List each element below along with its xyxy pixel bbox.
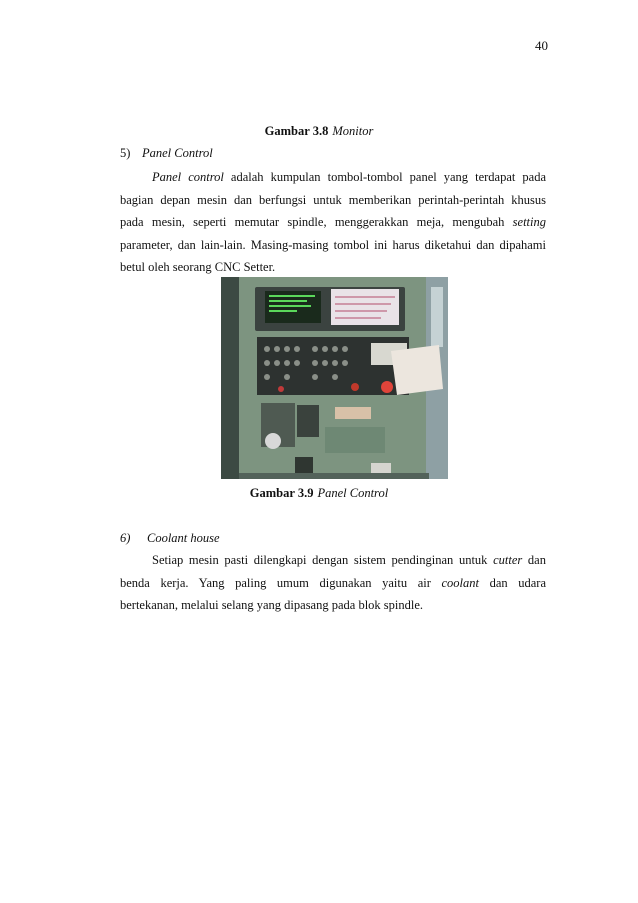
italic-term: cutter xyxy=(493,553,523,567)
paragraph-line xyxy=(120,594,546,617)
paragraph-line xyxy=(120,166,546,189)
paragraph-line xyxy=(120,189,546,212)
paragraph-line xyxy=(120,256,546,279)
line-text: bertekanan, melalui selang yang dipasang pada blok spindle. xyxy=(120,598,424,613)
section-title: Panel Control xyxy=(142,146,213,160)
line-text: Setiap mesin pasti dilengkapi dengan sistem pendinginan untuk xyxy=(152,553,494,567)
figure-title: Panel Control xyxy=(317,486,389,500)
page-number: 40 xyxy=(535,38,548,53)
figure-label: Gambar 3.8 xyxy=(264,124,329,138)
line-text: bagian depan mesin dan berfungsi untuk memberikan perintah-perintah khusus xyxy=(120,192,546,207)
section-title: Coolant house xyxy=(147,531,220,545)
section-number: 5) xyxy=(120,146,131,160)
line-text: pada mesin, seperti memutar spindle, menggerakkan meja, mengubah xyxy=(120,215,513,230)
section-heading-6 xyxy=(120,531,220,546)
line-text: dan xyxy=(522,553,546,567)
figure-title: Monitor xyxy=(332,124,374,138)
panel-control-image xyxy=(221,277,448,479)
italic-term: setting xyxy=(512,215,546,230)
section-number: 6) xyxy=(120,531,131,545)
italic-term: Panel control xyxy=(152,170,224,184)
figure-caption-3-8 xyxy=(0,124,638,139)
paragraph-line xyxy=(120,549,546,572)
paragraph-line xyxy=(120,234,546,257)
paragraph-coolant-house xyxy=(120,549,546,617)
section-heading-5 xyxy=(120,146,213,161)
line-text: dan udara xyxy=(479,575,546,590)
line-text: adalah kumpulan tombol-tombol panel yang terdapat pada xyxy=(223,170,547,184)
paragraph-line xyxy=(120,211,546,234)
italic-term: coolant xyxy=(441,575,479,590)
figure-label: Gambar 3.9 xyxy=(249,486,314,500)
figure-caption-3-9 xyxy=(0,486,638,501)
paragraph-line xyxy=(120,572,546,595)
line-text: parameter, dan lain-lain. Masing-masing tombol ini harus diketahui dan dipahami xyxy=(120,237,546,252)
paragraph-panel-control xyxy=(120,166,546,279)
line-text: betul oleh seorang CNC Setter. xyxy=(120,260,276,275)
panel-control-photo xyxy=(221,277,448,479)
line-text: benda kerja. Yang paling umum digunakan yaitu air xyxy=(120,575,442,590)
